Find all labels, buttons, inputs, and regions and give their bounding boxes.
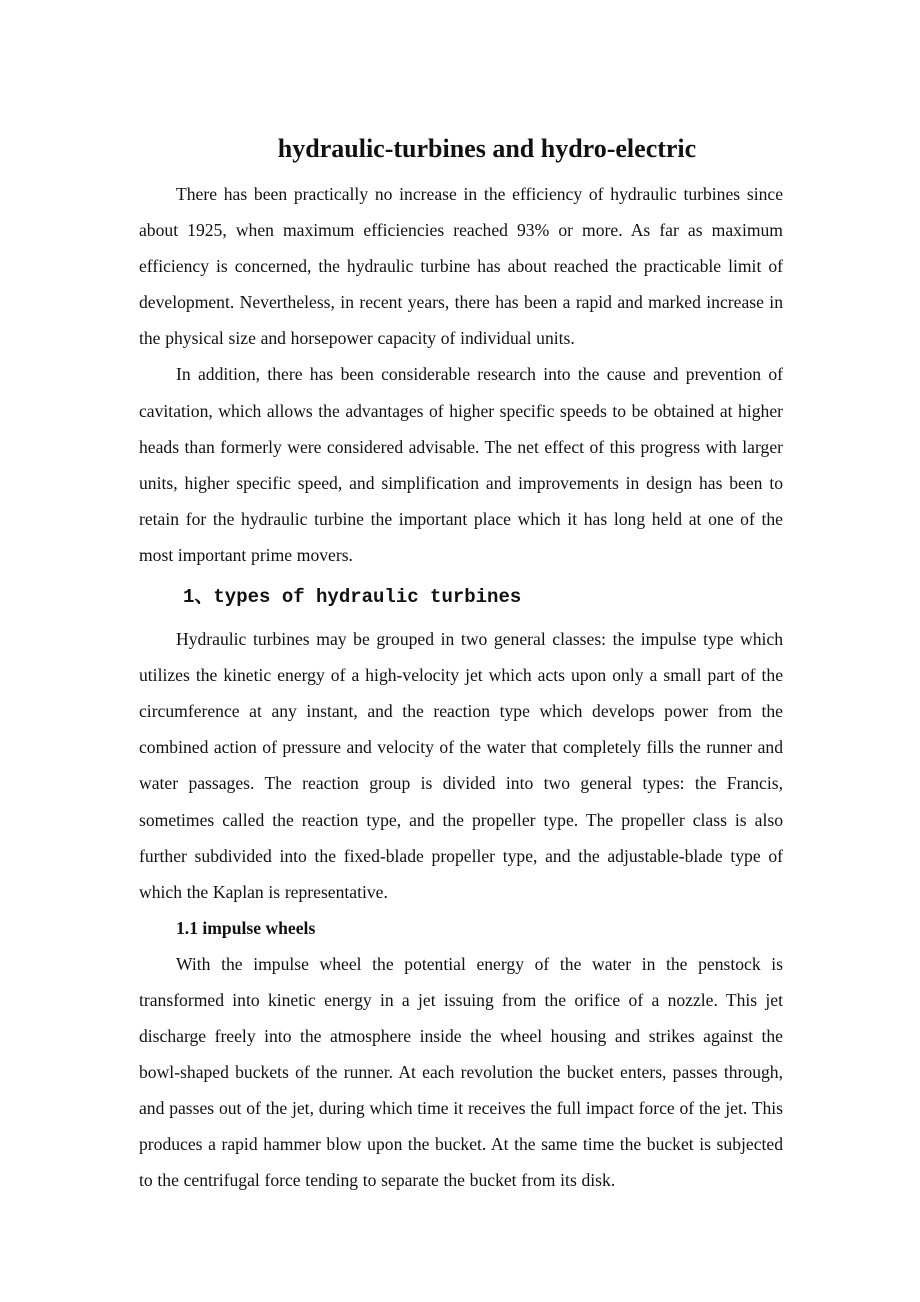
intro-paragraph-1: There has been practically no increase in the efficiency of hydraulic turbines since about 1925, when maximum efficiencies reached 93% or more. As far as maximum efficiency is concerned, the hydraulic turbine has about reached the practicable limit of development. Nevertheless, in recent years, there has been a rapid and marked increase in the physical size and horsepower capacity of individual units. bbox=[139, 184, 783, 349]
document-title: hydraulic-turbines and hydro-electric bbox=[277, 134, 697, 163]
subsection-heading-impulse-wheels: 1.1 impulse wheels bbox=[176, 917, 316, 938]
section-paragraph-types: Hydraulic turbines may be grouped in two general classes: the impulse type which utilizes the kinetic energy of a high-velocity jet which acts upon only a small part of the circumference at any instant, and the reaction type which develops power from the combined action of pressure and velocity of the water that completely fills the runner and water passages. The reaction group is divided into two general types: the Francis, sometimes called the reaction type, and the propeller type. The propeller class is also further subdivided into the fixed-blade propeller type, and the adjustable-blade type of which the Kaplan is representative. bbox=[139, 629, 783, 902]
section-heading-types: 1、types of hydraulic turbines bbox=[183, 586, 522, 609]
intro-paragraph-2: In addition, there has been considerable research into the cause and prevention of cavitation, which allows the advantages of higher specific speeds to be obtained at higher heads than formerly were considered advisable. The net effect of this progress with larger units, higher specific speed, and simplification and improvements in design has been to retain for the hydraulic turbine the important place which it has long held at one of the most important prime movers. bbox=[139, 364, 783, 565]
document-page bbox=[139, 128, 783, 1199]
subsection-paragraph-impulse-wheels: With the impulse wheel the potential energy of the water in the penstock is transformed into kinetic energy in a jet issuing from the orifice of a nozzle. This jet discharge freely into the atmosphere inside the wheel housing and strikes against the bowl-shaped buckets of the runner. At each revolution the bucket enters, passes through, and passes out of the jet, during which time it receives the full impact force of the jet. This produces a rapid hammer blow upon the bucket. At the same time the bucket is subjected to the centrifugal force tending to separate the bucket from its disk. bbox=[139, 953, 783, 1191]
